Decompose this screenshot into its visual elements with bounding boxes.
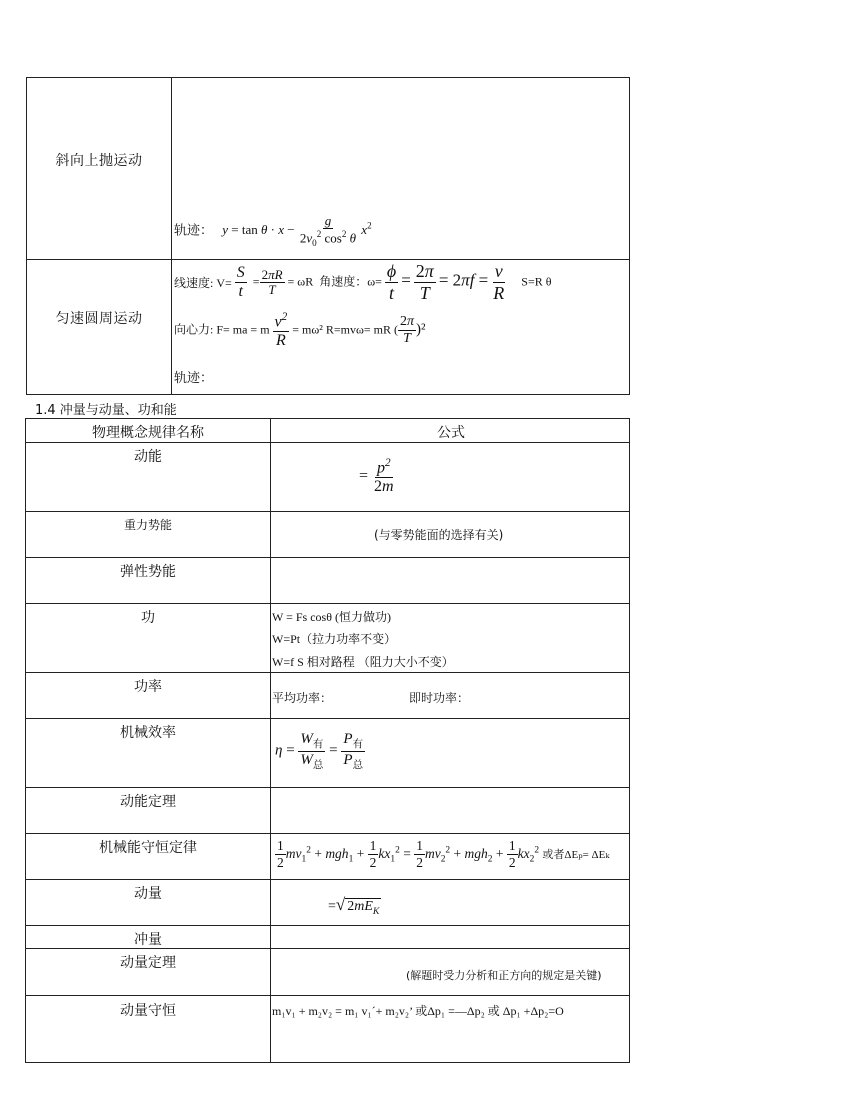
row-name-work-energy-theorem: 动能定理 xyxy=(120,794,176,810)
formula-power-average: 平均功率： xyxy=(272,691,333,705)
row-name-elastic-pe: 弹性势能 xyxy=(120,564,176,580)
formula-work-2: W=Pt（拉力功率不变） xyxy=(272,632,397,646)
row-name-kinetic-energy: 动能 xyxy=(134,449,162,465)
section-heading: 1.4 冲量与动量、功和能 xyxy=(35,403,177,418)
row-name-impulse-theorem: 动量定理 xyxy=(120,955,176,971)
row-label-circular: 匀速圆周运动 xyxy=(55,311,143,327)
row-label-projectile: 斜向上抛运动 xyxy=(55,153,143,169)
circular-trajectory: 轨迹： xyxy=(174,371,214,386)
row-name-efficiency: 机械效率 xyxy=(120,725,176,741)
header-name: 物理概念规律名称 xyxy=(92,425,204,441)
formula-efficiency: η = $\frac{W_有}{W_总}$ = $\frac{P_有}{P_总}$ xyxy=(275,731,364,771)
row-name-power: 功率 xyxy=(134,679,162,695)
formula-impulse-theorem: (解题时受力分析和正方向的规定是关键) xyxy=(406,969,602,982)
circular-line2: 向心力: F= ma = m $\frac{v^2}{R}$ = mω² R=mvω= mR ( $\frac{2\pi}{T}$ )² xyxy=(174,311,426,349)
motion-table xyxy=(26,77,630,395)
formula-gravity-pe: (与零势能面的选择有关) xyxy=(374,528,504,542)
header-formula: 公式 xyxy=(437,425,465,441)
formula-work-3: W=f S 相对路程 （阻力大小不变） xyxy=(272,655,454,669)
circular-line1: 线速度: V= $\frac{S}{t}$ = $\frac{2\pi R}{T}$ = ωR 角速度：ω= $\frac{\phi}{t}$ = $\frac{2\pi}{T}$ = 2πf = $\frac{v}{R}$ S=R θ xyxy=(174,261,552,303)
row-name-momentum: 动量 xyxy=(134,886,162,902)
row-name-work: 功 xyxy=(141,610,155,626)
formula-momentum: =√ $2mE_K$ xyxy=(328,895,380,917)
formula-kinetic-energy: = $\frac{p^2}{2m}$ xyxy=(359,457,394,495)
energy-momentum-table xyxy=(25,418,630,1063)
row-name-mech-energy-conservation: 机械能守恒定律 xyxy=(99,840,197,856)
formula-power-instant: 即时功率： xyxy=(409,691,470,705)
formula-work-1: W = Fs cosθ (恒力做功) xyxy=(272,610,391,624)
row-name-momentum-conservation: 动量守恒 xyxy=(120,1003,176,1019)
formula-mech-energy-conservation: $\frac{1}{2}$ $mv_1^2 + mgh_1$ + $\frac{1}{2}$ $kx_1^2$ = $\frac{1}{2}$ $mv_2^2 + mgh_2$ + $\frac{1}{2}$ $kx_2^2$ 或者ΔEₚ= ΔEₖ xyxy=(277,838,610,870)
row-name-gravity-pe: 重力势能 xyxy=(123,518,172,532)
formula-momentum-conservation: m₁v₁ + m₂v₂ = m₁ v₁´+ m₂v₂’ 或Δp₁ =—Δp₂ 或 Δp₁ +Δp₂=O xyxy=(272,1004,564,1018)
row-name-impulse: 冲量 xyxy=(134,932,162,948)
projectile-formula: y = tan θ · x − $\frac{g}{2v_0^2 \cos^2 \theta}$ $x^2$ xyxy=(222,213,372,249)
projectile-trajectory: 轨迹： y = tan θ · x − $\frac{g}{2v_0^2 \cos^2 \theta}$ $x^2$ xyxy=(174,213,372,249)
